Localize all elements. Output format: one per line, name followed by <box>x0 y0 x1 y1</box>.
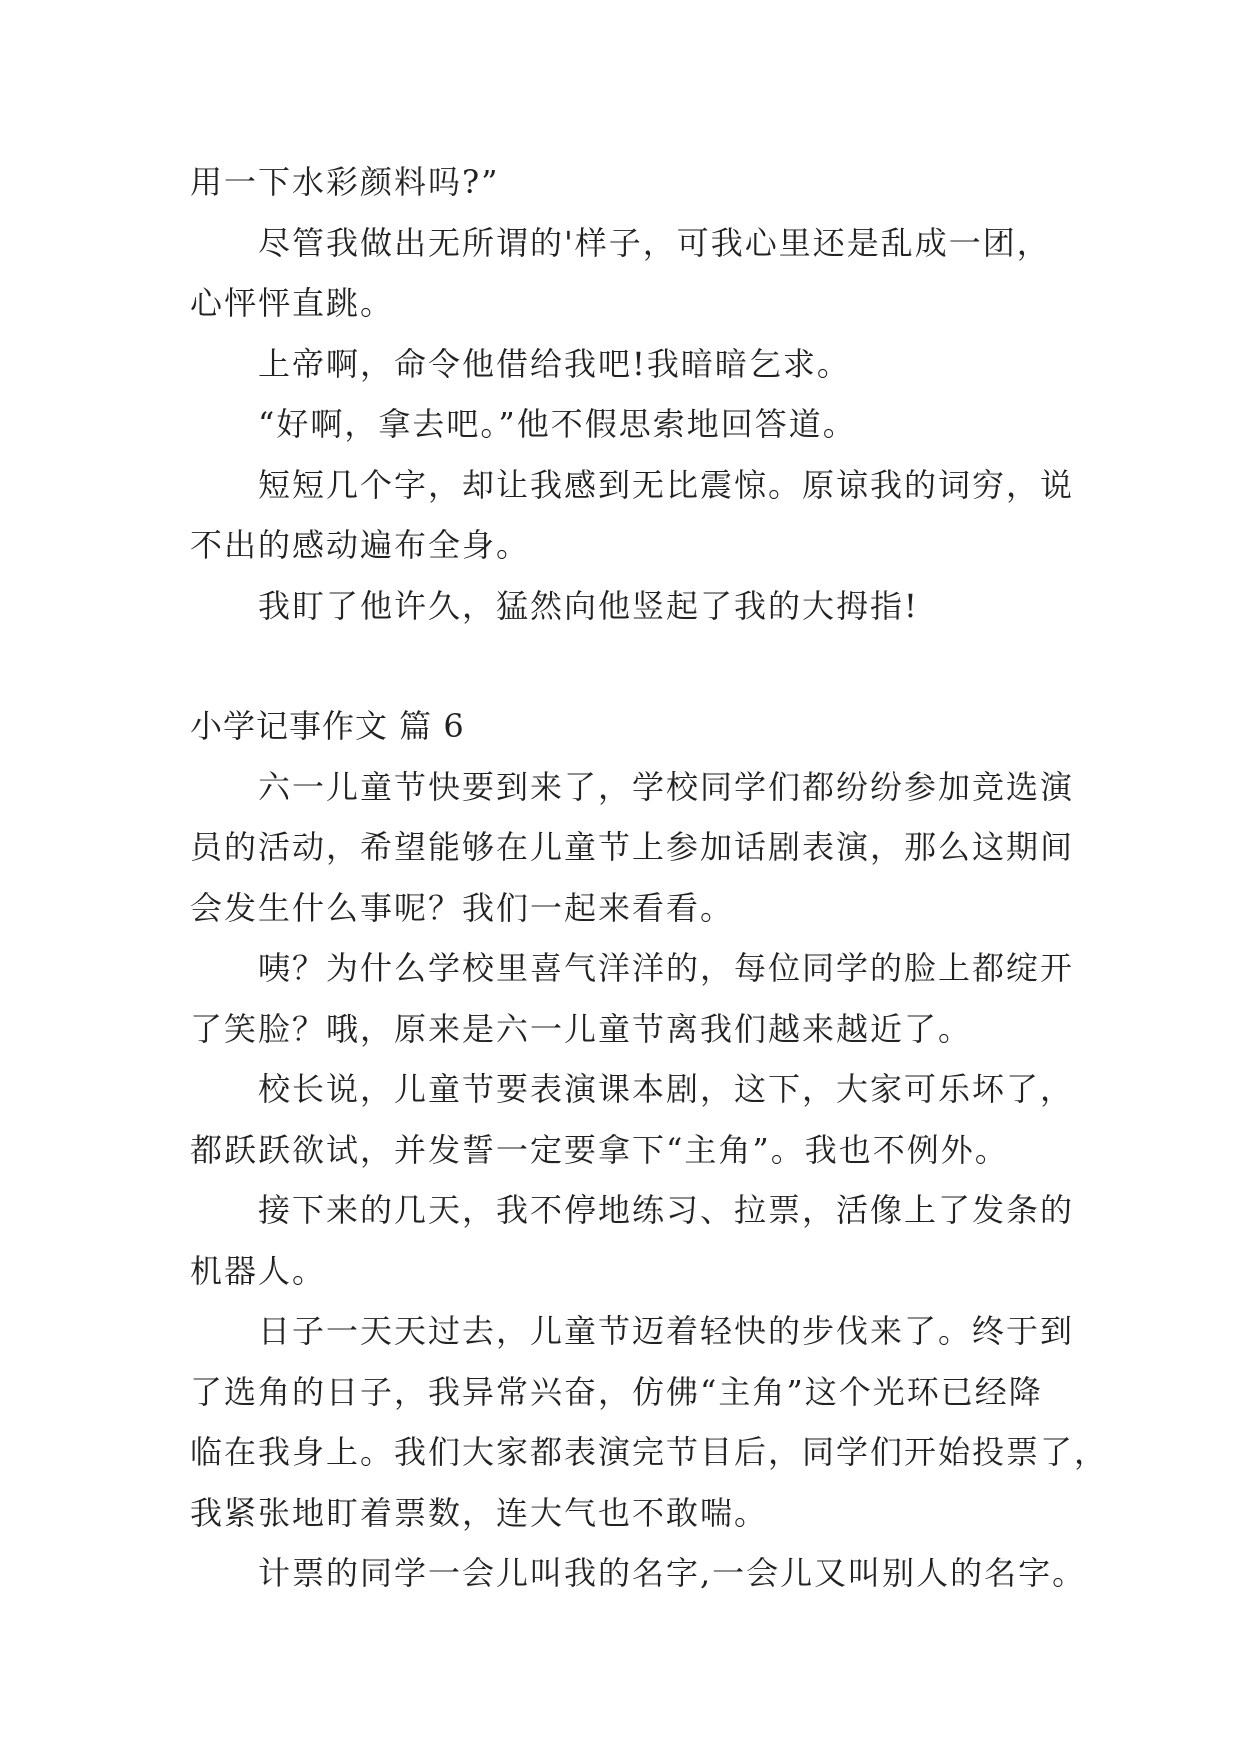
paragraph-line: 上帝啊，命令他借给我吧!我暗暗乞求。 <box>258 344 851 383</box>
paragraph-line: 尽管我做出无所谓的'样子，可我心里还是乱成一团， <box>258 223 1051 262</box>
section-gap <box>190 636 1070 696</box>
paragraph-line: 校长说，儿童节要表演课本剧，这下，大家可乐坏了， <box>258 1070 1075 1108</box>
paragraph-line: 了笑脸？哦，原来是六一儿童节离我们越来越近了。 <box>190 1009 973 1048</box>
paragraph-line: 用一下水彩颜料吗?” <box>190 163 500 201</box>
paragraph-line: 员的活动，希望能够在儿童节上参加话剧表演，那么这期间 <box>190 828 1075 866</box>
paragraph-line: 咦？为什么学校里喜气洋洋的，每位同学的脸上都绽开 <box>258 949 1075 987</box>
paragraph-line: 短短几个字，却让我感到无比震惊。原谅我的词穷，说 <box>258 465 1075 504</box>
paragraph-line: 机器人。 <box>190 1251 327 1290</box>
paragraph-line: “好啊，拿去吧。”他不假思索地回答道。 <box>258 405 857 443</box>
paragraph-line: 临在我身上。我们大家都表演完节目后，同学们开始投票了， <box>190 1433 1109 1471</box>
paragraph-line: 日子一天天过去，儿童节迈着轻快的步伐来了。终于到 <box>258 1312 1075 1350</box>
paragraph-line: 会发生什么事呢？我们一起来看看。 <box>190 888 735 927</box>
paragraph-line: 接下来的几天，我不停地练习、拉票，活像上了发条的 <box>258 1191 1075 1229</box>
section-heading: 小学记事作文 篇 6 <box>190 707 465 745</box>
paragraph-line: 了选角的日子，我异常兴奋，仿佛“主角”这个光环已经降 <box>190 1372 1043 1411</box>
paragraph-line: 不出的感动遍布全身。 <box>190 526 531 564</box>
paragraph-line: 计票的同学一会儿叫我的名字,一会儿又叫别人的名字。 <box>258 1554 1087 1592</box>
document-body <box>190 152 1109 1604</box>
paragraph-line: 都跃跃欲试，并发誓一定要拿下“主角”。我也不例外。 <box>190 1130 1009 1169</box>
paragraph-line: 心怦怦直跳。 <box>190 284 395 322</box>
paragraph-line: 我紧张地盯着票数，连大气也不敢喘。 <box>190 1493 769 1532</box>
paragraph-line: 六一儿童节快要到来了，学校同学们都纷纷参加竞选演 <box>258 767 1075 806</box>
paragraph-line: 我盯了他许久，猛然向他竖起了我的大拇指! <box>258 586 919 625</box>
